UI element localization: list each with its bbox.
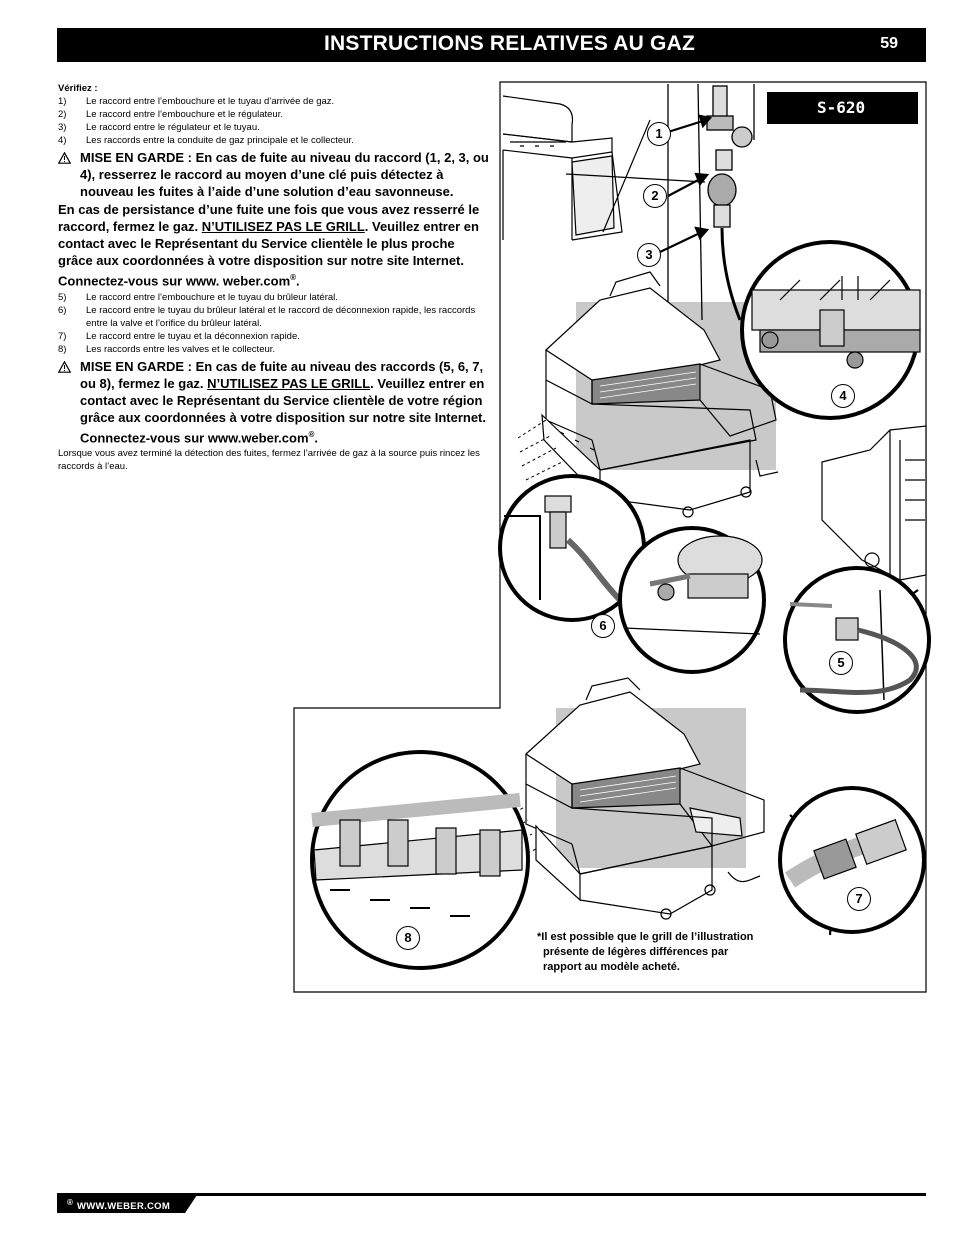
regulator-assembly-view [668, 84, 754, 330]
do-not-use-emphasis: N’UTILISEZ PAS LE GRILL [207, 376, 371, 392]
warning-text: MISE EN GARDE : En cas de fuite au niveau du raccord (1, 2, 3, ou 4), resserrez le raccord au moyen d’une clé puis détectez à nouveau les fuites à l’aide d’une solution d’eau savonneuse. [80, 150, 489, 199]
callout-6: 6 [591, 614, 615, 638]
grill-side-view-topleft [503, 96, 622, 240]
callout-5: 5 [829, 651, 853, 675]
quick-disconnect-detail-circle-7 [780, 788, 924, 932]
callout-4: 4 [831, 384, 855, 408]
footer-url[interactable]: WWW.WEBER.COM ® [67, 1198, 171, 1212]
warning-text: MISE EN GARDE : En cas de fuite au niveau des raccords (5, 6, 7, ou 8), fermez le gaz. N’UTILISEZ PAS LE GRILL. Veuillez entrer en contact avec le Représentant du Service clientèle de votre région grâce aux coordonnées à votre disposition sur notre site Internet. Connectez-vous sur www.weber.com®. [80, 359, 486, 446]
list-item: 8) Les raccords entre les valves et le collecteur. [58, 344, 276, 356]
page-title: INSTRUCTIONS RELATIVES AU GAZ [324, 32, 695, 55]
intro-label: Vérifiez : [58, 83, 98, 94]
list-item: 4) Les raccords entre la conduite de gaz principale et le collecteur. [58, 135, 354, 146]
list-item: 5) Le raccord entre l’embouchure et le tuyau du brûleur latéral. [58, 292, 338, 304]
model-label: S-620 [817, 98, 866, 117]
list-item: 1) Le raccord entre l’embouchure et le tuyau d’arrivée de gaz. [58, 96, 335, 107]
illustration-note: *Il est possible que le grill de l’illustration présente de légères différences par rapport au modèle acheté. [537, 931, 754, 973]
callout-3: 3 [637, 243, 661, 267]
list-item: 3) Le raccord entre le régulateur et le tuyau. [58, 122, 260, 133]
page-number: 59 [880, 35, 898, 52]
callout-7: 7 [847, 887, 871, 911]
side-burner-hose-detail-circle-5 [785, 568, 929, 712]
leak-persist-paragraph: En cas de persistance d’une fuite une fois que vous avez resserré le raccord, fermez le gaz. N’UTILISEZ PAS LE GRILL. Veuillez entrer en contact avec le Représentant du Service clientèle le plus proche grâce aux coordonnées à votre disposition sur notre site Internet. Connectez-vous sur www. weber.com®. [58, 202, 480, 289]
grill-side-view-right [822, 426, 926, 580]
list-item: 6) Le raccord entre le tuyau du brûleur latéral et le raccord de déconnexion rapide, les raccords entre la valve et l’orifice du brûleur latéral. [58, 305, 476, 330]
side-burner-detail-circle-b [620, 528, 764, 672]
callout-1: 1 [647, 122, 671, 146]
manifold-detail-circle-8 [312, 752, 528, 968]
list-item: 7) Le raccord entre le tuyau et la déconnexion rapide. [58, 331, 300, 343]
callout-8: 8 [396, 926, 420, 950]
model-badge [767, 92, 918, 124]
do-not-use-emphasis: N’UTILISEZ PAS LE GRILL [201, 219, 365, 234]
list-item: 2) Le raccord entre l’embouchure et le régulateur. [58, 109, 283, 120]
callout-2: 2 [643, 184, 667, 208]
footer-url-tab [57, 1195, 197, 1213]
closing-paragraph: Lorsque vous avez terminé la détection des fuites, fermez l’arrivée de gaz à la source puis rincez les raccords à l’eau. [58, 447, 480, 472]
